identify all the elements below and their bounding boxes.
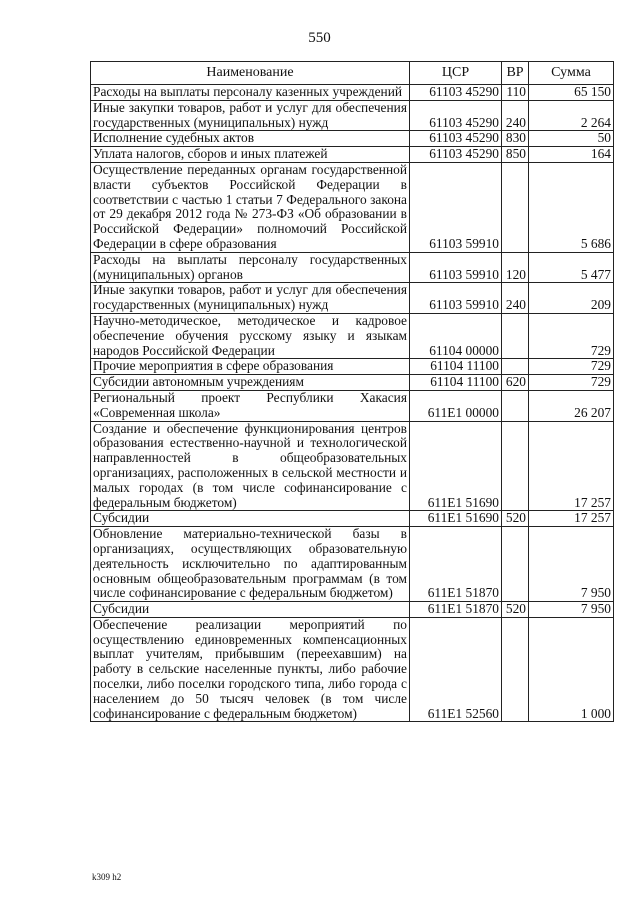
- row-name: Расходы на выплаты персоналу государственных (муниципальных) органов: [91, 252, 410, 283]
- row-name: Осуществление переданных органам государственной власти субъектов Российской Федерации в соответствии с частью 1 статьи 7 Федерального закона от 29 декабря 2012 года № 273-ФЗ «Об образовании в Российской Федерации» полномочий Российской Федерации в сфере образования: [91, 162, 410, 252]
- row-vr: 240: [502, 283, 529, 314]
- row-vr: 850: [502, 147, 529, 163]
- row-sum: 26 207: [529, 390, 614, 421]
- row-name: Обновление материально-технической базы в организациях, осуществляющих образовательную деятельность исключительно по адаптированным основным общеобразовательным программам (в том числе софинансирование с федеральным бюджетом): [91, 527, 410, 602]
- row-sum: 729: [529, 359, 614, 375]
- row-name: Расходы на выплаты персоналу казенных учреждений: [91, 85, 410, 101]
- table-row: [91, 359, 614, 375]
- row-sum: 5 477: [529, 252, 614, 283]
- row-name: Создание и обеспечение функционирования центров образования естественно-научной и технологической направленностей в общеобразовательных организациях, расположенных в сельской местности и малых городах (в том числе софинансирование с федеральным бюджетом): [91, 421, 410, 511]
- row-name: Иные закупки товаров, работ и услуг для обеспечения государственных (муниципальных) нужд: [91, 100, 410, 131]
- row-csr: 61104 11100: [410, 359, 502, 375]
- row-sum: 17 257: [529, 511, 614, 527]
- row-name: Субсидии автономным учреждениям: [91, 375, 410, 391]
- row-csr: 611E1 51690: [410, 421, 502, 511]
- row-vr: 620: [502, 375, 529, 391]
- row-name: Субсидии: [91, 602, 410, 618]
- row-csr: 611E1 00000: [410, 390, 502, 421]
- row-name: Прочие мероприятия в сфере образования: [91, 359, 410, 375]
- row-name: Иные закупки товаров, работ и услуг для обеспечения государственных (муниципальных) нужд: [91, 283, 410, 314]
- row-vr: [502, 390, 529, 421]
- table-row: [91, 313, 614, 358]
- table-row: [91, 511, 614, 527]
- row-sum: 5 686: [529, 162, 614, 252]
- row-sum: 1 000: [529, 617, 614, 722]
- row-name: Исполнение судебных актов: [91, 131, 410, 147]
- page-number: 550: [308, 30, 331, 46]
- table-row: [91, 421, 614, 511]
- row-vr: 520: [502, 511, 529, 527]
- row-sum: 209: [529, 283, 614, 314]
- header-sum: Сумма: [529, 62, 614, 85]
- table-row: [91, 147, 614, 163]
- row-csr: 61103 45290: [410, 147, 502, 163]
- row-csr: 61103 59910: [410, 162, 502, 252]
- table-row: [91, 252, 614, 283]
- table-header-row: [91, 62, 614, 85]
- row-sum: 50: [529, 131, 614, 147]
- header-csr: ЦСР: [410, 62, 502, 85]
- row-vr: [502, 421, 529, 511]
- row-name: Региональный проект Республики Хакасия «Современная школа»: [91, 390, 410, 421]
- row-sum: 65 150: [529, 85, 614, 101]
- row-sum: 729: [529, 313, 614, 358]
- row-sum: 729: [529, 375, 614, 391]
- row-csr: 61103 59910: [410, 283, 502, 314]
- table-row: [91, 602, 614, 618]
- row-vr: 240: [502, 100, 529, 131]
- row-vr: [502, 617, 529, 722]
- header-name: Наименование: [91, 62, 410, 85]
- row-csr: 611E1 51870: [410, 527, 502, 602]
- table-row: [91, 131, 614, 147]
- row-name: Субсидии: [91, 511, 410, 527]
- row-sum: 2 264: [529, 100, 614, 131]
- row-csr: 611E1 51870: [410, 602, 502, 618]
- table-row: [91, 390, 614, 421]
- row-sum: 17 257: [529, 421, 614, 511]
- budget-table: [90, 61, 614, 722]
- table-row: [91, 527, 614, 602]
- row-csr: 61104 11100: [410, 375, 502, 391]
- header-vr: ВР: [502, 62, 529, 85]
- row-vr: [502, 313, 529, 358]
- row-vr: [502, 162, 529, 252]
- footer-code: k309 h2: [92, 872, 122, 882]
- row-vr: 120: [502, 252, 529, 283]
- row-vr: [502, 527, 529, 602]
- row-name: Обеспечение реализации мероприятий по осуществлению единовременных компенсационных выплат учителям, прибывшим (переехавшим) на работу в сельские населенные пункты, либо рабочие поселки, либо поселки городского типа, либо города с населением до 50 тысяч человек (в том числе софинансирование с федеральным бюджетом): [91, 617, 410, 722]
- row-csr: 61103 45290: [410, 100, 502, 131]
- row-vr: 830: [502, 131, 529, 147]
- row-sum: 164: [529, 147, 614, 163]
- row-sum: 7 950: [529, 527, 614, 602]
- row-sum: 7 950: [529, 602, 614, 618]
- table-row: [91, 617, 614, 722]
- table-row: [91, 283, 614, 314]
- table-row: [91, 162, 614, 252]
- row-vr: [502, 359, 529, 375]
- row-csr: 61103 45290: [410, 131, 502, 147]
- row-csr: 61104 00000: [410, 313, 502, 358]
- row-vr: 520: [502, 602, 529, 618]
- row-name: Научно-методическое, методическое и кадровое обеспечение обучения русскому языку и языкам народов Российской Федерации: [91, 313, 410, 358]
- table-row: [91, 375, 614, 391]
- table-row: [91, 85, 614, 101]
- row-csr: 61103 59910: [410, 252, 502, 283]
- row-csr: 611E1 51690: [410, 511, 502, 527]
- row-csr: 61103 45290: [410, 85, 502, 101]
- row-csr: 611E1 52560: [410, 617, 502, 722]
- table-row: [91, 100, 614, 131]
- row-name: Уплата налогов, сборов и иных платежей: [91, 147, 410, 163]
- row-vr: 110: [502, 85, 529, 101]
